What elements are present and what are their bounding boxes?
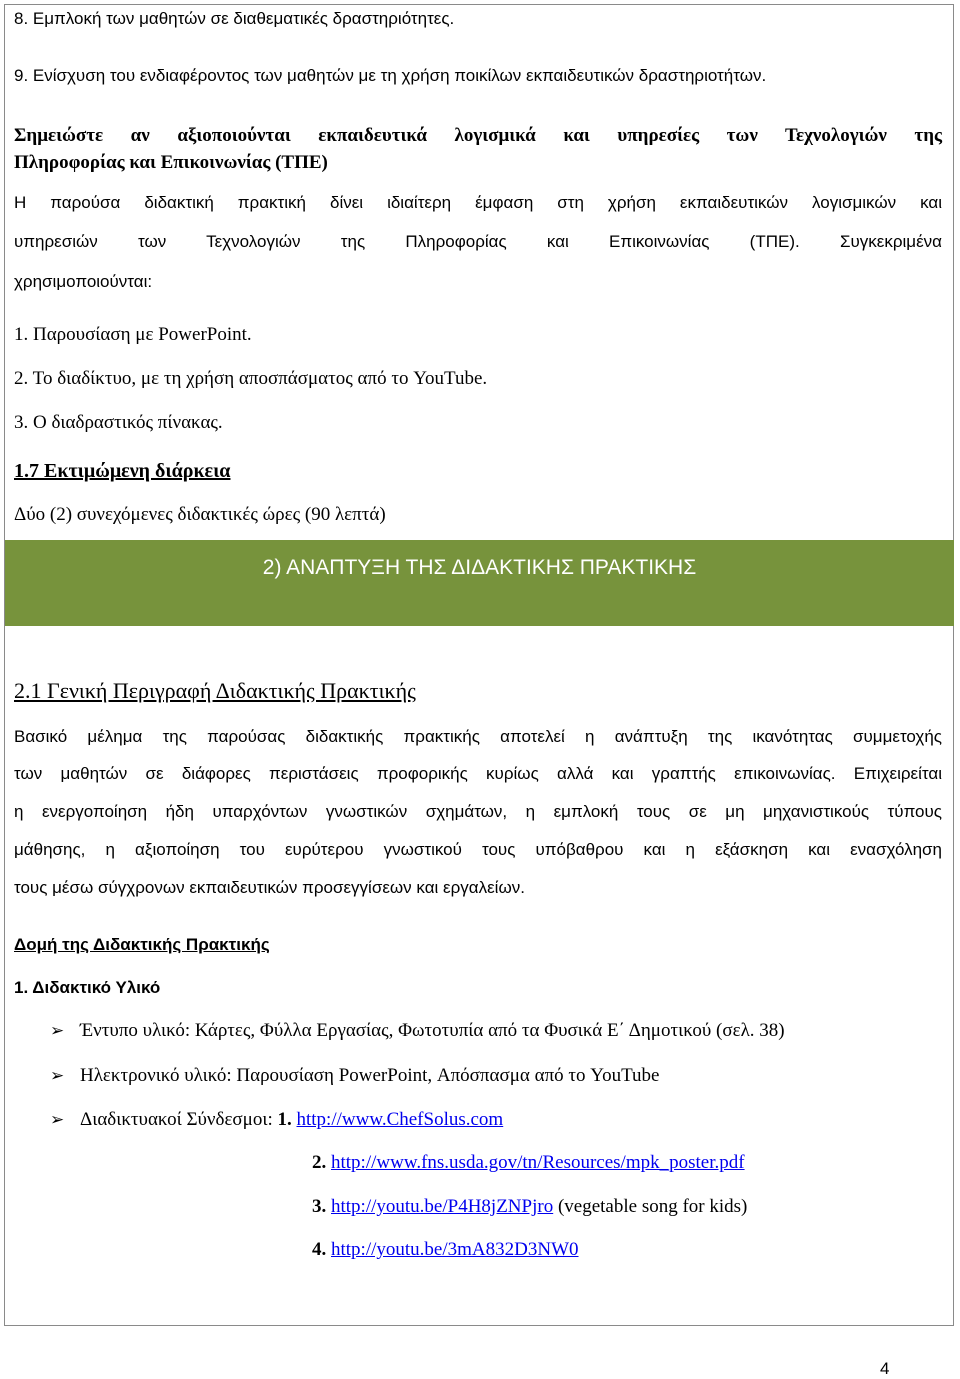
link-usda-poster[interactable]: http://www.fns.usda.gov/tn/Resources/mpk_poster.pdf bbox=[331, 1152, 745, 1173]
ict-list-item-1: 1. Παρουσίαση με PowerPoint. bbox=[14, 324, 252, 345]
link-note: (vegetable song for kids) bbox=[557, 1196, 748, 1217]
ict-list-item-3: 3. Ο διαδραστικός πίνακας. bbox=[14, 412, 223, 433]
ict-paragraph-line1: Η παρούσα διδακτική πρακτική δίνει ιδιαίτερη έμφαση στη χρήση εκπαιδευτικών λογισμικών και bbox=[14, 193, 942, 212]
ict-paragraph-line2: υπηρεσιών των Τεχνολογιών της Πληροφορίας και Επικοινωνίας (ΤΠΕ). Συγκεκριμένα bbox=[14, 232, 942, 251]
page-number: 4 bbox=[880, 1359, 890, 1378]
structure-heading: Δομή της Διδακτικής Πρακτικής bbox=[14, 935, 270, 954]
intro-item-8: 8. Εμπλοκή των μαθητών σε διαθεματικές δραστηριότητες. bbox=[14, 9, 455, 28]
section-banner-title: 2) ΑΝΑΠΤΥΞΗ ΤΗΣ ΔΙΔΑΚΤΙΚΗΣ ΠΡΑΚΤΙΚΗΣ bbox=[262, 556, 697, 579]
links-row-4 bbox=[312, 1239, 579, 1262]
ict-paragraph-line3: χρησιμοποιούνται: bbox=[14, 272, 153, 291]
ict-list-item-2: 2. Το διαδίκτυο, με τη χρήση αποσπάσματος από το YouTube. bbox=[14, 368, 488, 389]
arrow-bullet-icon: ➢ bbox=[50, 1066, 65, 1086]
duration-heading: 1.7 Εκτιμώμενη διάρκεια bbox=[14, 460, 231, 482]
description-line-4: μάθησης, η αξιοποίηση του ευρύτερου γνωστικού τους υπόβαθρου και η εξάσκηση και ενασχόληση bbox=[14, 840, 942, 859]
links-label: Διαδικτυακοί Σύνδεσμοι: bbox=[80, 1109, 273, 1130]
link-youtube-2[interactable]: http://youtu.be/3mA832D3NW0 bbox=[331, 1239, 579, 1260]
link-youtube-vegetable-song[interactable]: http://youtu.be/P4H8jZNPjro bbox=[331, 1196, 554, 1217]
link-number: 1. bbox=[277, 1109, 292, 1130]
arrow-bullet-icon: ➢ bbox=[50, 1021, 65, 1041]
link-number: 3. bbox=[312, 1196, 327, 1217]
material-heading: 1. Διδακτικό Υλικό bbox=[14, 978, 161, 997]
duration-text: Δύο (2) συνεχόμενες διδακτικές ώρες (90 λεπτά) bbox=[14, 504, 386, 525]
links-row-3 bbox=[312, 1196, 747, 1219]
bullet-electronic-material: Ηλεκτρονικό υλικό: Παρουσίαση PowerPoint, Απόσπασμα από το YouTube bbox=[80, 1065, 660, 1086]
link-number: 4. bbox=[312, 1239, 327, 1260]
link-number: 2. bbox=[312, 1152, 327, 1173]
description-line-2: των μαθητών σε διάφορες περιστάσεις προφορικής κυρίως αλλά και γραπτής επικοινωνίας. Επιχειρείται bbox=[14, 764, 942, 783]
ict-heading-line2: Πληροφορίας και Επικοινωνίας (ΤΠΕ) bbox=[14, 152, 328, 173]
description-line-3: η ενεργοποίηση ήδη υπαρχόντων γνωστικών σχημάτων, η εμπλοκή τους σε μη μηχανιστικούς τύπους bbox=[14, 802, 942, 821]
intro-item-9: 9. Ενίσχυση του ενδιαφέροντος των μαθητών με τη χρήση ποικίλων εκπαιδευτικών δραστηριοτήτων. bbox=[14, 66, 767, 85]
description-line-5: τους μέσω σύγχρονων εκπαιδευτικών προσεγγίσεων και εργαλείων. bbox=[14, 878, 525, 897]
description-line-1: Βασικό μέλημα της παρούσας διδακτικής πρακτικής αποτελεί η ανάπτυξη της ικανότητας συμμετοχής bbox=[14, 727, 942, 746]
links-row-2 bbox=[312, 1152, 745, 1175]
arrow-bullet-icon: ➢ bbox=[50, 1110, 65, 1130]
link-chefsolus[interactable]: http://www.ChefSolus.com bbox=[296, 1109, 504, 1130]
section-banner bbox=[5, 540, 954, 626]
links-row-1 bbox=[80, 1109, 503, 1132]
ict-heading-line1: Σημειώστε αν αξιοποιούνται εκπαιδευτικά λογισμικά και υπηρεσίες των Τεχνολογιών της bbox=[14, 125, 942, 146]
general-description-heading: 2.1 Γενική Περιγραφή Διδακτικής Πρακτικής bbox=[14, 678, 416, 703]
bullet-printed-material: Έντυπο υλικό: Κάρτες, Φύλλα Εργασίας, Φωτοτυπία από τα Φυσικά Ε΄ Δημοτικού (σελ. 38) bbox=[80, 1020, 785, 1041]
